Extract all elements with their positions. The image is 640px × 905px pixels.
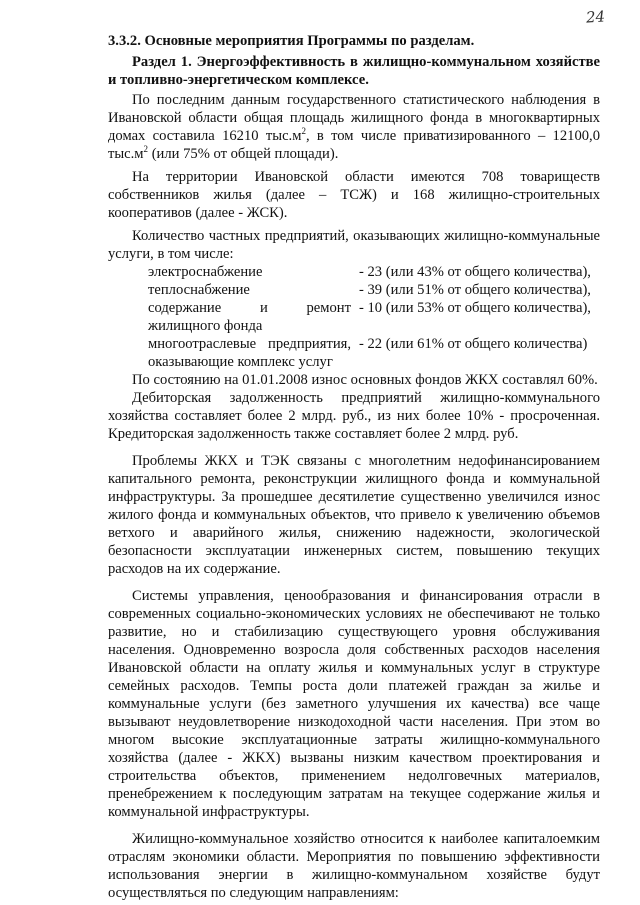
list-item-value: - 10 (или 53% от общего количества), — [359, 300, 591, 316]
paragraph-housing-area: По последним данным государственного статистического наблюдения в Ивановской области общая площадь жилищного фонда в многоквартирных домах составила 16210 $тыс.м^2$, в том числе приватизированного – 12100,0 $тыс.м^2$ (или 75% от общей площади). — [108, 92, 600, 162]
list-item — [148, 335, 600, 371]
paragraph-management: Системы управления, ценообразования и финансирования отрасли в современных социально-экономических условиях не обеспечивают не только развитие, но и стабилизацию существующего уровня обслуживания населения. Одновременно возросла доля собственных расходов населения Ивановской области на оплату жилья и коммунальных услуг в структуре семейных расходов. Темпы роста доли платежей граждан за жилье и коммунальные услуги (без заметного улучшения их качества) все чаще вызывают неудовлетворение низкодоходной части населения. При этом во многом высокие эксплуатационные затраты жилищно-коммунального хозяйства (далее - ЖКХ) вызваны низким качеством проектирования и строительства объектов, применением недолговечных материалов, пренебрежением к последующим затратам на текущее содержание жилья и коммунальной инфраструктуры. — [108, 588, 600, 820]
list-item-label: содержание и ремонт жилищного фонда — [148, 300, 351, 334]
list-item — [148, 299, 600, 335]
list-item — [148, 263, 600, 281]
list-item-value: - 39 (или 51% от общего количества), — [359, 282, 591, 298]
paragraph-problems: Проблемы ЖКХ и ТЭК связаны с многолетним недофинансированием капитального ремонта, реконструкции жилищного фонда и коммунальной инфраструктуры. За прошедшее десятилетие существенно увеличился износ жилого фонда и коммунальных объектов, что привело к увеличению объемов ветхого и аварийного жилья, снижению надежности, экологической безопасности эксплуатации инженерных систем, повышению текущих расходов на их содержание. — [108, 453, 600, 577]
list-item-label: теплоснабжение — [148, 282, 250, 298]
enterprise-list — [148, 263, 600, 371]
paragraph-associations: На территории Ивановской области имеются 708 товариществ собственников жилья (далее – ТСЖ) и 168 жилищно-строительных кооперативов (далее - ЖСК). — [108, 169, 600, 221]
subsection-heading: 3.3.2. Основные мероприятия Программы по разделам. — [108, 33, 475, 49]
list-item-value: - 22 (или 61% от общего количества) — [359, 336, 588, 352]
list-item-value: - 23 (или 43% от общего количества), — [359, 264, 591, 280]
section-title: Раздел 1. Энергоэффективность в жилищно-коммунальном хозяйстве и топливно-энергетическом комплексе. — [108, 54, 600, 88]
paragraph-enterprises: Количество частных предприятий, оказывающих жилищно-коммунальные услуги, в том числе: — [108, 228, 600, 262]
list-item — [148, 281, 600, 299]
document-body — [108, 32, 600, 902]
page-number: 24 — [585, 7, 606, 27]
paragraph-depreciation: По состоянию на 01.01.2008 износ основных фондов ЖКХ составлял 60%. — [132, 372, 598, 388]
paragraph-directions: Жилищно-коммунальное хозяйство относится к наиболее капиталоемким отраслям экономики области. Мероприятия по повышению эффективности использования энергии в жилищно-коммунальном хозяйстве будут осуществляться по следующим направлениям: — [108, 831, 600, 901]
paragraph-debt: Дебиторская задолженность предприятий жилищно-коммунального хозяйства составляет более 2 млрд. руб., из них более 10% - просроченная. Кредиторская задолженность также составляет более 2 млрд. руб. — [108, 390, 600, 442]
list-item-label: электроснабжение — [148, 264, 263, 280]
list-item-label: многоотраслевые предприятия, оказывающие комплекс услуг — [148, 336, 351, 370]
